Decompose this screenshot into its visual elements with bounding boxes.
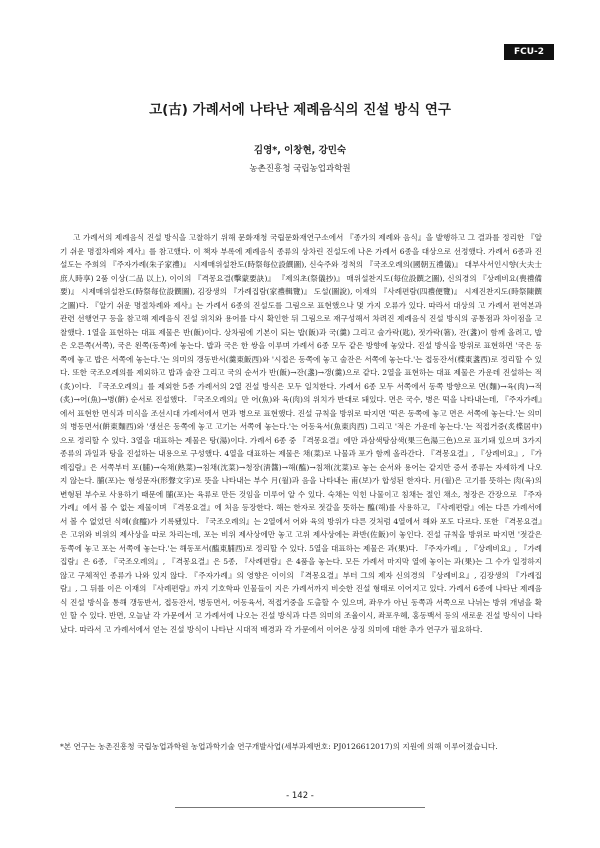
session-code-badge: FCU-2 <box>504 44 554 60</box>
abstract-body: 고 가례서의 제례음식 진설 방식을 고찰하기 위해 문화재청 국립문화재연구소에서 『종가의 제례와 음식』을 발행하고 그 결과를 정리한 『알기 쉬운 명절차례와 제사』를 참고했다. 이 책자 부록에 제례음식 종류의 상차린 진설도에 나온 가례서 6종을 대상으로 선정했다. 가례서 6종과 진설도는 주희의 『주자가례(朱子家禮)』 시제매위설찬도(時祭每位設饌圖), 신숙주와 정척의 『국조오례의(國朝五禮儀)』 대부사서인시향(大夫士庶人時享) 2품 이상(二品 以上), 이이의 『격몽요결(擊蒙要訣)』 『제의초(祭儀抄)』 매위설찬지도(每位設饌之圖), 신의경의 『상례비요(喪禮備要)』 시제매위설찬도(時祭每位設饌圖), 김장생의 『가례집람(家禮輯覽)』 도설(圖說), 이재의 『사례편람(四禮便覽)』 시제진찬지도(時祭陳饌之圖)다. 『알기 쉬운 명절차례와 제사』는 가례서 6종의 진설도를 그림으로 표현했으나 몇 가지 오류가 있다. 따라서 대상의 고 가례서 편역본과 관련 선행연구 등을 참고해 제례음식 진설 위치와 용어를 다시 확인한 뒤 그림으로 재구성해서 차려진 제례음식 진설 방식의 공통점과 차이점을 고찰했다. 1열을 표현하는 대표 제물은 반(飯)이다. 상차림에 기본이 되는 밥(飯)과 국(羹) 그리고 술가락(匙), 젓가락(箸), 잔(盞)이 함께 올려고, 밥은 오른쪽(서쪽), 국은 왼쪽(동쪽)에 놓는다. 밥과 국은 한 쌍을 이루며 가례서 6종 모두 같은 방향에 놓았다. 진설 방식을 방위로 표현하면 '국은 동쪽에 놓고 밥은 서쪽에 놓는다.'는 의미의 갱동반서(羹東飯西)와 '시접은 동쪽에 놓고 술잔은 서쪽에 놓는다.'는 접동잔서(楪東盞西)로 정리할 수 있다. 또한 국조오례의를 제외하고 밥과 술잔 그리고 국의 순서가 반(飯)→잔(盞)→갱(羹)으로 같다. 2열을 표현하는 대표 제물은 가운데 진설하는 적(炙)이다. 『국조오례의』를 제외한 5종 가례서의 2열 진설 방식은 모두 일치한다. 가례서 6종 모두 서쪽에서 동쪽 방향으로 면(麵)→육(肉)→적(炙)→어(魚)→병(餠) 순서로 진설했다. 『국조오례의』만 어(魚)와 육(肉)의 위치가 반대로 돼있다. 면은 국수, 병은 떡을 나타내는데, 『주자가례』에서 표현한 면식과 미식을 조선시대 가례서에서 면과 병으로 표현했다. 진설 규칙을 방위로 따지면 '떡은 동쪽에 놓고 면은 서쪽에 놓는다.'는 의미의 병동면서(餠東麵西)와 '생선은 동쪽에 놓고 고기는 서쪽에 놓는다.'는 어동육서(魚東肉西) 그리고 '적은 가운데 놓는다.'는 적접거중(炙楪居中)으로 정리할 수 있다. 3열을 대표하는 제물은 탕(湯)이다. 가례서 6종 중 『격몽요결』에만 과삼색탕삼색(果三色湯三色)으로 표기돼 있으며 3가지 종류의 과일과 탕을 진설하는 내용으로 구성했다. 4열을 대표하는 제물은 채(菜)로 나물과 포가 함께 올라간다. 『격몽요결』, 『상례비요』, 『가례집람』은 서쪽부터 포(脯)→숙채(熟菜)→침채(沈菜)→청장(淸醬)→해(醢)→침채(沈菜)로 놓는 순서와 용어는 같지만 증서 종류는 자세하게 나오지 않는다. 脯(포)는 형성문자(形聲文字)로 뜻을 나타내는 부수 月(월)과 음을 나타내는 甫(보)가 합성된 한자다. 月(월)은 고기를 뜻하는 肉(육)의 변형된 부수로 사용하기 때문에 脯(포)는 육류로 만든 것임을 미루어 알 수 있다. 숙채는 익힌 나물이고 침채는 절인 채소, 청장은 간장으로 『주자가례』에서 볼 수 없는 제물이며 『격몽요결』에 처음 등장한다. 해는 한자로 젓갈을 뜻하는 醢(해)를 사용하고, 『사례편람』에는 다른 가례서에서 볼 수 없었던 식혜(食醯)가 기록됐있다. 『국조오례의』는 2열에서 어와 육의 방위가 다른 것처럼 4열에서 해와 포도 다르다. 또한 『격몽요결』은 고위와 비위의 제사상을 따로 차리는데, 포는 비위 제사상에만 놓고 고위 제사상에는 좌반(佐飯)이 놓인다. 진설 규칙을 방위로 따지면 '젓갈은 동쪽에 놓고 포는 서쪽에 놓는다.'는 해동포서(醢東脯西)로 정리할 수 있다. 5열을 대표하는 제물은 과(果)다. 『주자가례』, 『상례비요』, 『가례집람』은 6종, 『국조오례의』, 『격몽요결』은 5종, 『사례편람』은 4품을 놓는다. 모든 가례서 마지막 열에 놓이는 과(果)는 그 수가 일정하지 않고 구체적인 종류가 나와 있지 않다. 『주자가례』의 영향은 이이의 『격몽요결』부터 그의 제자 신의경의 『상례비요』, 김장생의 『가례집람』, 그 뒤를 이은 이재의 『사례편람』까지 기호학파 인물들이 지은 가례서까지 비슷한 진설 형태로 이어지고 있다. 가례서 6종에 나타난 제례음식 진설 방식을 통해 갱동반서, 접동잔서, 병동면서, 어동육서, 적접거중을 도출할 수 있으며, 좌우가 아닌 동쪽과 서쪽으로 나뉘는 방위 개념을 확인 할 수 있다. 반면, 오늘날 각 가문에서 고 가례서에 나오는 진설 방식과 다른 의미의 조율이시, 좌포우혜, 홍동백서 등의 새로운 진설 방식이 나타났다. 따라서 고 가례서에서 얻는 진설 방식이 나타난 시대적 배경과 각 가문에서 이어온 상징 의미에 대한 추가 연구가 필요하다. <box>60 233 543 634</box>
paper-authors: 김영*, 이창현, 강민숙 <box>253 145 347 156</box>
page-footer-rule <box>175 807 425 808</box>
paper-affiliation: 농촌진흥청 국립농업과학원 <box>249 164 351 174</box>
funding-footnote: *본 연구는 농촌진흥청 국립농업과학원 농업과학기술 연구개발사업(세부과제번호: PJ0126612017)의 지원에 의해 이루어졌습니다. <box>60 742 498 751</box>
page-number: - 142 - <box>286 791 314 801</box>
paper-title: 고(古) 가례서에 나타난 제례음식의 진설 방식 연구 <box>149 102 451 118</box>
